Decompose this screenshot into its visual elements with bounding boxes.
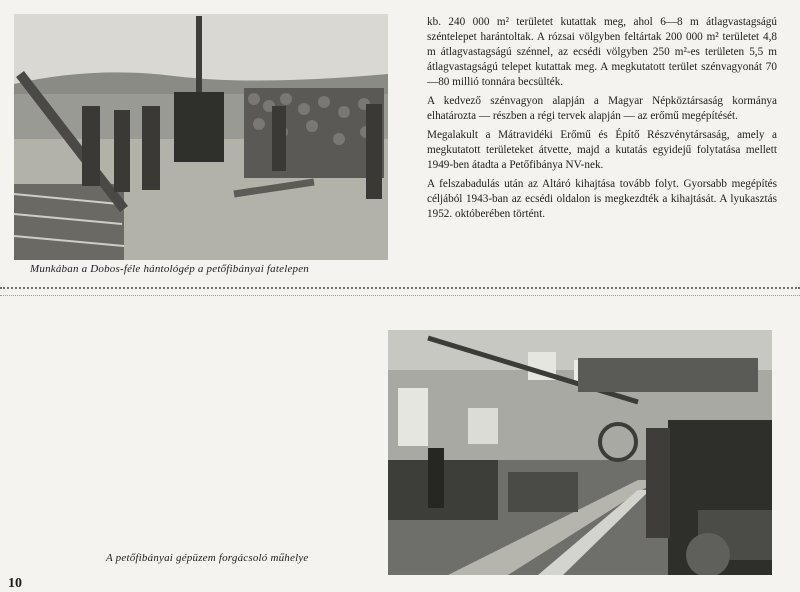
section-divider-secondary [0,295,800,296]
article-text [427,15,777,226]
section-divider [0,287,800,289]
photo-machine-shop [388,330,772,575]
paragraph-1: kb. 240 000 m² területet kutattak meg, ahol 6—8 m átlagvastagságú széntelepet harántoltak. A rózsai völgyben feltártak 200 000 m² területet 4,8 m átlagvastagságú szénnel, az ecsédi völgyben 250 m²-es területen 5,5 m átlagvastagságú telepet kutattak meg. A megkutatott terület szénvagyonát 70—80 millió tonnára becsülték. [427,16,777,88]
paragraph-4: A felszabadulás után az Altáró kihajtása tovább folyt. Gyorsabb megépítés céljából 1943-ban az ecsédi oldalon is megkezdték a kihajtását. A lyukasztás 1952. októberében történt. [427,178,777,220]
page-number: 10 [8,576,22,591]
photo-caption-bottom: A petőfibányai gépüzem forgácsoló műhelye [106,552,309,564]
photo-lumber-yard [14,14,388,260]
lumber-yard-image [14,14,388,260]
paragraph-2: A kedvező szénvagyon alapján a Magyar Népköztársaság kormánya elhatározta — részben a régi tervek alapján — az erőmű megépítését. [427,95,777,122]
paragraph-3: Megalakult a Mátravidéki Erőmű és Építő Részvénytársaság, amely a megkutatott területeket átvette, majd a kutatás egyidejű folytatása mellett 1949-ben átadta a Petőfibánya NV-nek. [427,129,777,171]
machine-shop-image [388,330,772,575]
photo-caption-top: Munkában a Dobos-féle hántológép a petőfibányai fatelepen [30,263,310,275]
